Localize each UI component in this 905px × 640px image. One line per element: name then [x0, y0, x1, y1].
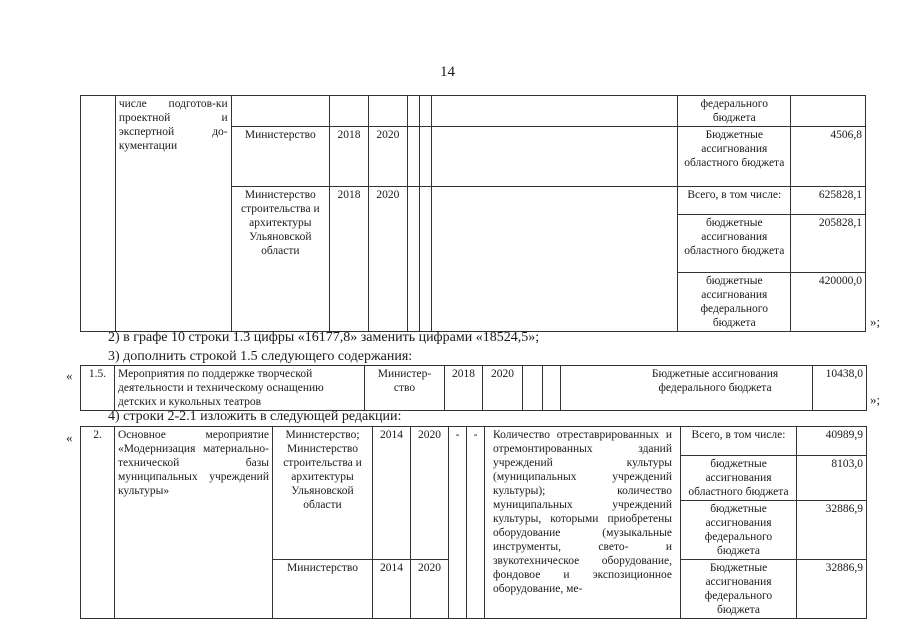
amount-regional: 205828,1	[791, 215, 866, 273]
measure-description: числе подготов-ки проектной и экспертной до-кументации	[115, 96, 231, 332]
amount-total: 40989,9	[797, 427, 867, 456]
row-number: 2.	[81, 427, 115, 619]
dash-cell: -	[449, 427, 467, 619]
funding-source: Бюджетные ассигнования федерального бюджета	[681, 560, 797, 619]
start-year: 2018	[445, 366, 483, 411]
measure-description: Основное мероприятие «Модернизация материально-технической базы муниципальных учреждений культуры»	[115, 427, 273, 619]
funding-total: Всего, в том числе:	[681, 427, 797, 456]
end-year: 2020	[368, 127, 407, 187]
funding-regional: бюджетные ассигнования областного бюджета	[681, 456, 797, 501]
funding-federal: бюджетные ассигнования федерального бюджета	[678, 273, 791, 332]
opening-quote: «	[66, 368, 73, 383]
table-row-2	[80, 426, 867, 619]
amount: 10438,0	[813, 366, 867, 411]
end-year: 2020	[483, 366, 523, 411]
instruction-2: 2) в графе 10 строки 1.3 цифры «16177,8» заменить цифрами «18524,5»;	[108, 330, 540, 345]
end-year-cell	[368, 96, 407, 127]
instruction-4: 4) строки 2-2.1 изложить в следующей редакции:	[108, 409, 402, 424]
end-year: 2020	[411, 560, 449, 619]
instruction-3: 3) дополнить строкой 1.5 следующего содержания:	[108, 349, 413, 364]
executor: Министер-ство	[365, 366, 445, 411]
amount: 32886,9	[797, 560, 867, 619]
executor: Министерство; Министерство строительства и архитектуры Ульяновской области	[273, 427, 373, 560]
end-year: 2020	[368, 187, 407, 332]
start-year: 2014	[373, 427, 411, 560]
amount-total: 625828,1	[791, 187, 866, 215]
funding-source: Бюджетные ассигнования федерального бюджета	[561, 366, 813, 411]
table-continuation	[80, 95, 866, 332]
dash-cell: -	[467, 427, 485, 619]
page-number: 14	[440, 64, 455, 80]
funding-regional: бюджетные ассигнования областного бюджета	[678, 215, 791, 273]
indicator-text: Количество отреставрированных и отремонтированных зданий учреждений культуры (муниципальных учреждений культуры); количество муниципальных учреждений культуры, которыми приобретены оборудование (музыкальные инструменты, свето- и звукотехническое оборудование, фондовое и экспозиционное оборудование, ме-	[485, 427, 681, 619]
funding-total: Всего, в том числе:	[678, 187, 791, 215]
amount-federal: 420000,0	[791, 273, 866, 332]
end-year: 2020	[411, 427, 449, 560]
indicator-cell	[432, 96, 678, 127]
funding-source: Бюджетные ассигнования областного бюджета	[678, 127, 791, 187]
amount-regional: 8103,0	[797, 456, 867, 501]
amount-cell	[791, 96, 866, 127]
start-year: 2018	[330, 127, 369, 187]
closing-quote: »;	[870, 314, 881, 329]
funding-federal: бюджетные ассигнования федерального бюджета	[681, 501, 797, 560]
opening-quote: «	[66, 430, 73, 445]
start-year-cell	[330, 96, 369, 127]
start-year: 2018	[330, 187, 369, 332]
row-number: 1.5.	[81, 366, 115, 411]
executor: Министерство	[231, 127, 329, 187]
start-year: 2014	[373, 560, 411, 619]
funding-source: федерального бюджета	[678, 96, 791, 127]
executor-cell	[231, 96, 329, 127]
measure-description: Мероприятия по поддержке творческой деятельности и техническому оснащению детских и кукольных театров	[115, 366, 365, 411]
executor: Министерство строительства и архитектуры Ульяновской области	[231, 187, 329, 332]
table-row-1-5	[80, 365, 867, 411]
row-num-cell	[81, 96, 116, 332]
closing-quote: »;	[870, 392, 881, 407]
executor: Министерство	[273, 560, 373, 619]
amount: 4506,8	[791, 127, 866, 187]
amount-federal: 32886,9	[797, 501, 867, 560]
